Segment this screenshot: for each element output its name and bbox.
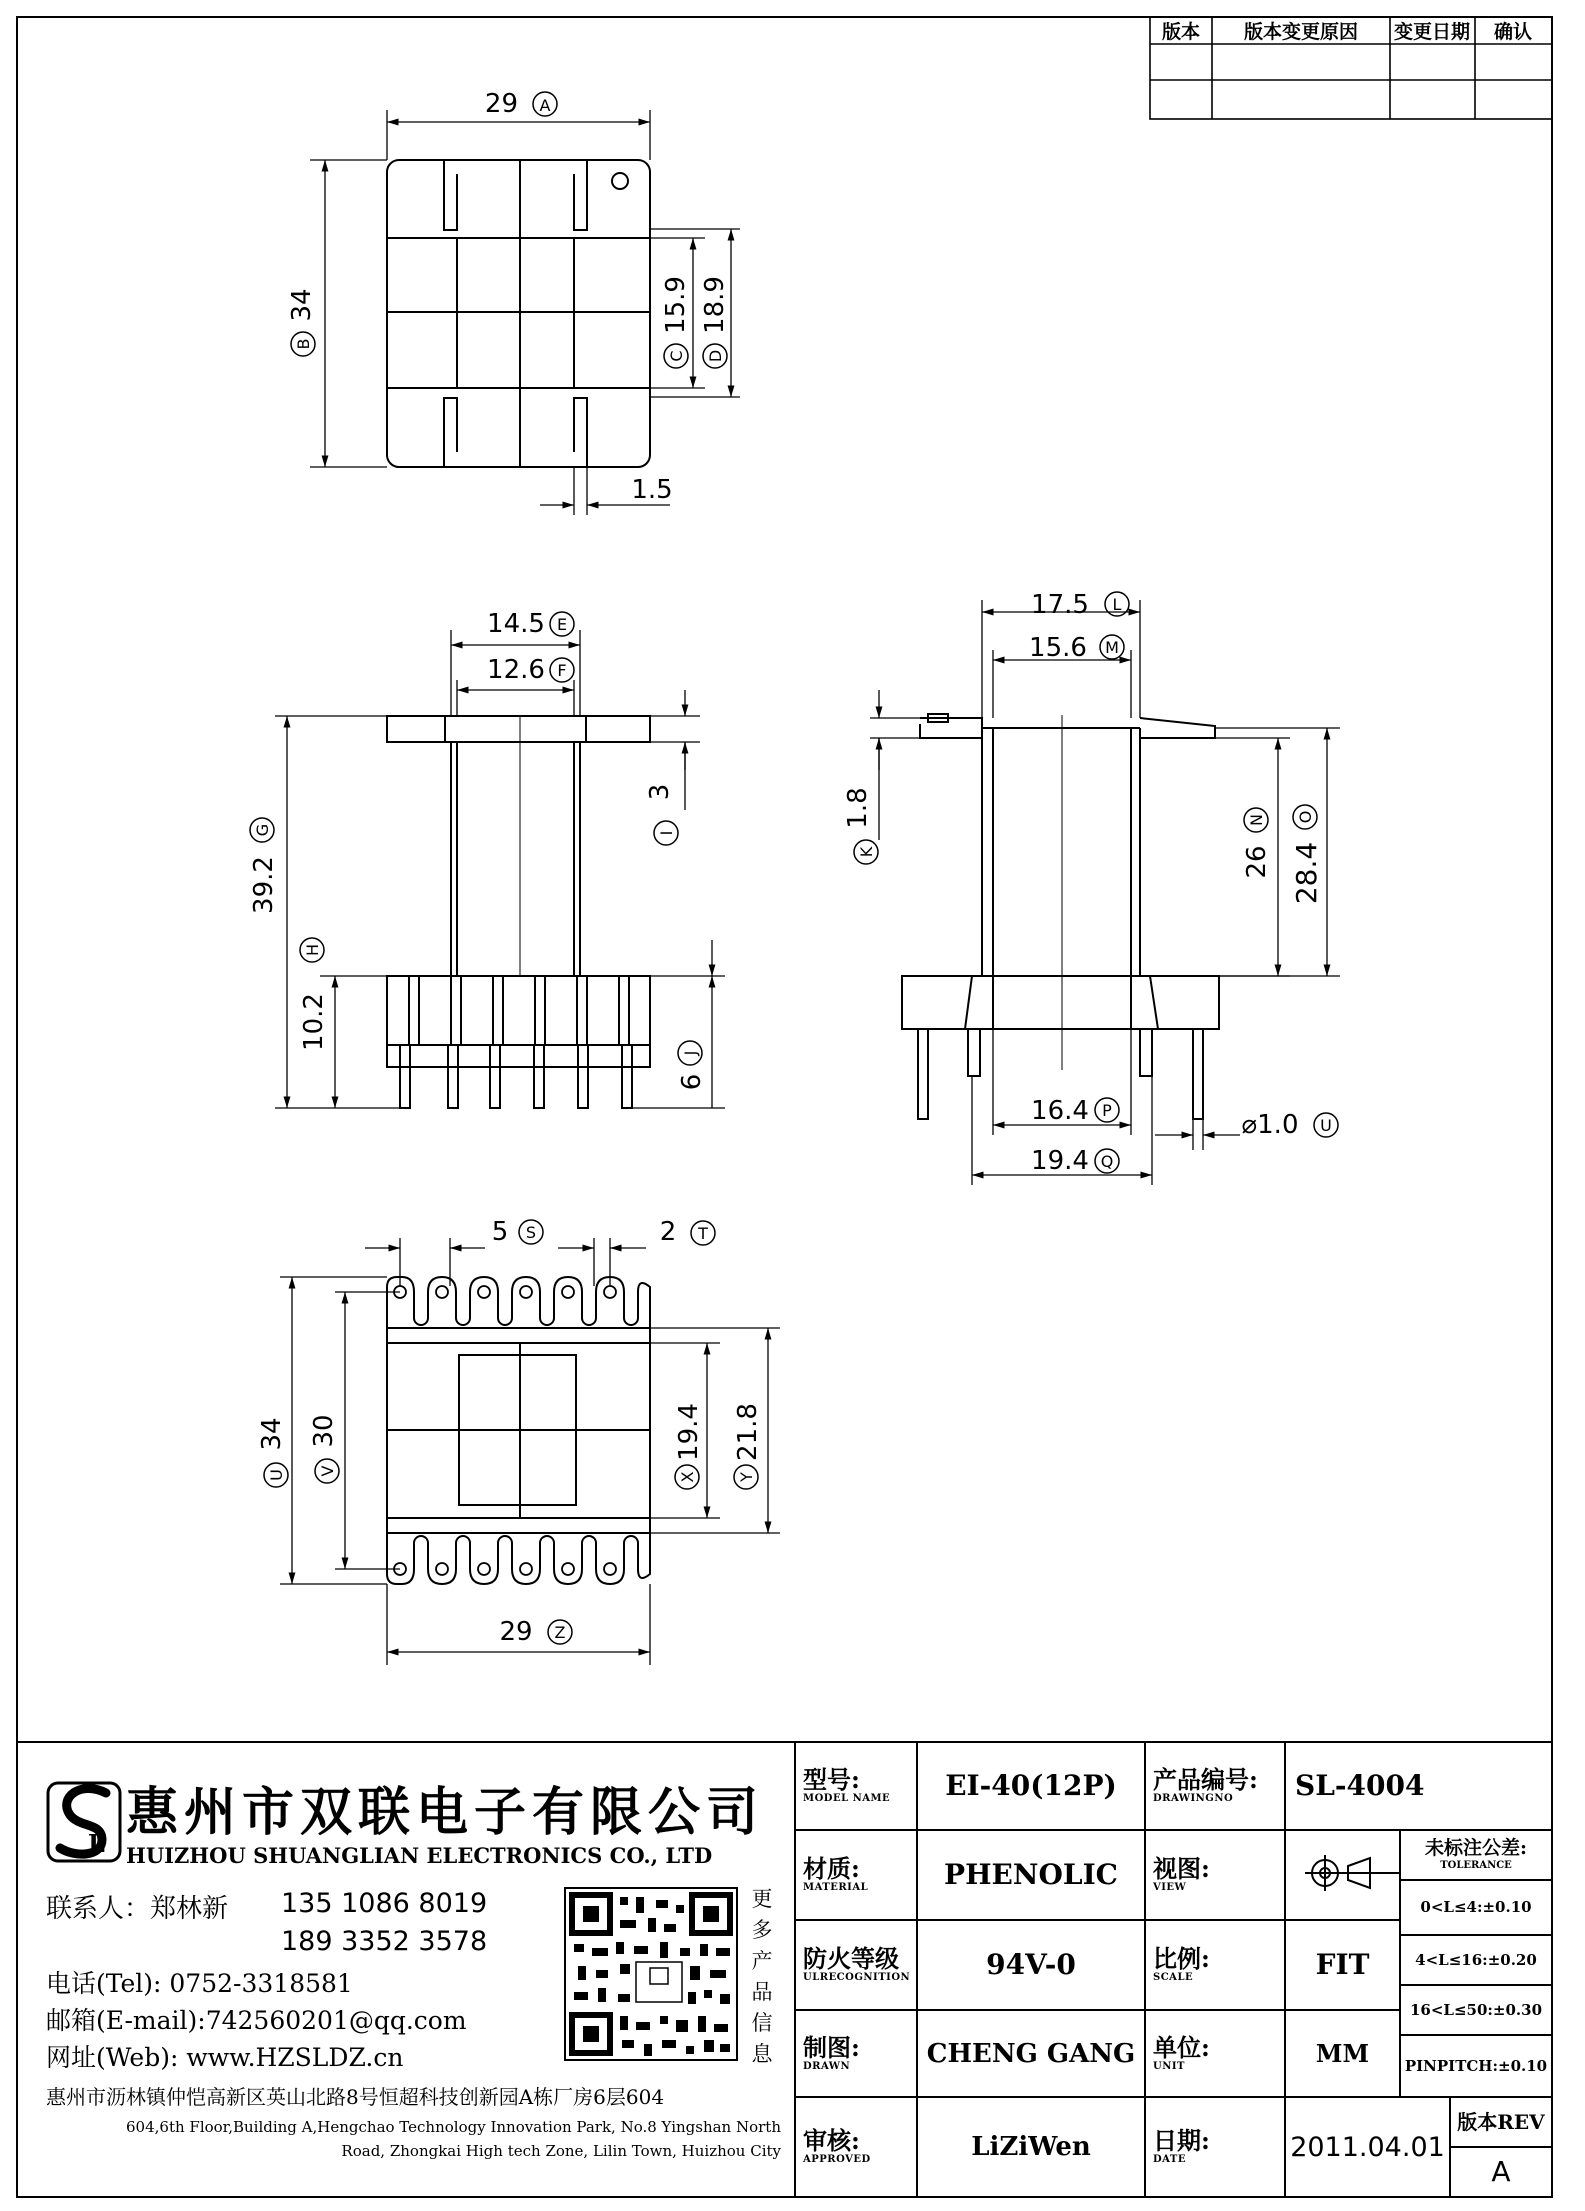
dim-A: 29 [484,89,518,119]
unit-label: 单位: UNIT [1153,2032,1210,2072]
address-en-line1: 604,6th Floor,Building A,Hengchao Technology Innovation Park, No.8 Yingshan North [126,2118,781,2136]
dim-X: 19.4 [674,1403,704,1461]
address-en-line2: Road, Zhongkai High tech Zone, Lilin Town, Huizhou City [341,2142,781,2160]
qr-code [565,1888,737,2060]
svg-text:K: K [857,846,876,858]
address-cn: 惠州市沥林镇仲恺高新区英山北路8号恒超科技创新园A栋厂房6层604 [46,2085,665,2109]
svg-text:M: M [1105,638,1119,657]
svg-text:O: O [1296,810,1315,824]
telephone: 电话(Tel): 0752-3318581 [46,1969,353,1998]
dim-P: 16.4 [1031,1096,1089,1126]
dim-K: 1.8 [843,787,873,829]
dim-S: 5 [491,1217,509,1247]
dim-B: 34 [287,288,317,322]
svg-text:A: A [539,96,551,115]
svg-text:L: L [1112,595,1122,614]
phone-2: 189 3352 3578 [281,1926,488,1957]
model-value: EI-40(12P) [945,1769,1117,1802]
company-name-en: HUIZHOU SHUANGLIAN ELECTRONICS CO., LTD [126,1843,713,1868]
front-view [387,716,650,1108]
phone-1: 135 1086 8019 [281,1888,488,1919]
fire-rating-label: 防火等级 ULRECOGNITION [803,1944,911,1983]
qr-caption: 更多产品信息 [751,1887,773,2066]
bottom-view-dims [280,1238,780,1665]
dim-D: 18.9 [700,276,730,334]
view-label: 视图: VIEW [1153,1854,1210,1893]
side-view-dims [870,600,1340,1185]
dim-E: 14.5 [487,609,545,639]
drawing-no-value: SL-4004 [1295,1769,1425,1802]
scale-value: FIT [1315,1948,1370,1981]
svg-text:Y: Y [737,1472,756,1482]
dim-U: 34 [257,1417,287,1451]
dim-L: 17.5 [1031,590,1089,620]
top-view [387,160,650,467]
company-name-cn: 惠州市双联电子有限公司 [126,1782,765,1843]
dim-pin-gap: 1.5 [631,475,673,505]
svg-text:D: D [706,349,725,363]
tolerance-header: 未标注公差: TOLERANCE [1424,1837,1527,1871]
svg-text:U: U [267,1469,286,1481]
svg-text:Z: Z [554,1623,566,1642]
svg-text:P: P [1102,1101,1112,1120]
side-view [902,714,1219,1119]
svg-text:B: B [294,338,313,350]
website[interactable]: 网址(Web): www.HZSLDZ.cn [46,2043,404,2072]
drawn-label: 制图: DRAWN [803,2032,860,2072]
drawn-value: CHENG GANG [926,2038,1136,2069]
svg-text:S: S [525,1223,537,1242]
model-label: 型号: MODEL NAME [803,1765,891,1804]
front-view-dims [275,630,725,1108]
date-value: 2011.04.01 [1290,2131,1445,2163]
approved-value: LiZiWen [971,2132,1091,2162]
drawing-no-label: 产品编号: DRAWINGNO [1153,1765,1258,1804]
email: 邮箱(E-mail):742560201@qq.com [46,2006,467,2035]
svg-text:E: E [556,615,568,634]
tolerance-4-16: 4<L≤16:±0.20 [1415,1950,1537,1969]
fire-rating-value: 94V-0 [986,1948,1076,1981]
svg-text:V: V [318,1465,337,1477]
svg-text:G: G [253,823,272,837]
svg-text:Q: Q [1100,1152,1114,1171]
svg-text:T: T [698,1224,708,1243]
projection-symbol [1305,1855,1400,1891]
tolerance-pin-pitch: PINPITCH:±0.10 [1404,2056,1548,2075]
scale-label: 比例: SCALE [1153,1944,1210,1983]
dim-O: 28.4 [1290,841,1323,905]
rev-label: 版本REV [1457,2110,1545,2134]
dim-M: 15.6 [1029,633,1087,663]
dim-Z: 29 [499,1617,533,1647]
dim-V: 30 [309,1414,339,1448]
svg-text:L: L [88,1829,105,1858]
approved-label: 审核: APPROVED [803,2126,871,2165]
svg-text:F: F [557,661,567,680]
dim-Q: 19.4 [1031,1146,1089,1176]
dim-G: 39.2 [249,856,279,914]
material-value: PHENOLIC [944,1858,1118,1891]
dim-J: 6 [677,1073,707,1091]
dim-T: 2 [659,1217,677,1247]
tolerance-0-4: 0<L≤4:±0.10 [1420,1898,1532,1916]
rev-value: A [1491,2155,1511,2188]
dim-pin-diameter: ⌀1.0 [1241,1110,1299,1140]
svg-text:H: H [303,943,322,957]
rev-header-confirm: 确认 [1493,21,1533,43]
svg-text:N: N [1247,814,1266,826]
rev-header-date: 变更日期 [1393,21,1471,43]
company-logo [48,1783,120,1861]
svg-text:U: U [1320,1116,1332,1135]
unit-value: MM [1315,2038,1370,2068]
svg-text:X: X [678,1471,697,1483]
tolerance-16-50: 16<L≤50:±0.30 [1409,2000,1543,2019]
material-label: 材质: MATERIAL [803,1854,869,1893]
dim-N: 26 [1242,845,1272,879]
dim-F: 12.6 [487,655,545,685]
dim-C: 15.9 [661,276,691,334]
bottom-view [387,1277,650,1584]
dim-H: 10.2 [299,993,329,1051]
rev-header-reason: 版本变更原因 [1243,21,1359,43]
svg-text:I: I [657,830,676,836]
date-label: 日期: DATE [1153,2126,1210,2165]
svg-text:J: J [681,1050,700,1056]
contact-person: 联系人：郑林新 [46,1894,229,1924]
dim-Y: 21.8 [733,1403,763,1461]
dim-I: 3 [645,783,675,801]
rev-header-version: 版本 [1161,21,1201,43]
svg-text:C: C [667,350,686,362]
